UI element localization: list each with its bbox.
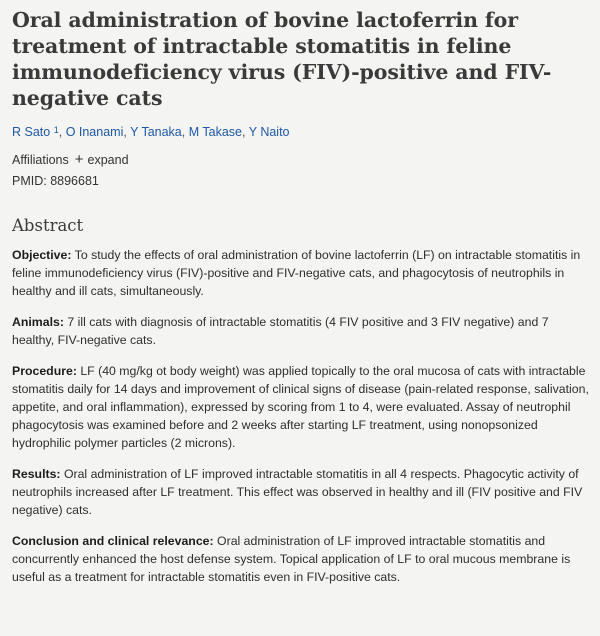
abstract-animals: [12, 313, 590, 349]
expand-label: expand: [87, 153, 129, 167]
abstract-results: [12, 465, 590, 520]
plus-icon: +: [74, 151, 84, 168]
author-link[interactable]: Y Tanaka: [130, 125, 182, 139]
author-link[interactable]: Y Naito: [248, 125, 290, 139]
section-text: Oral administration of LF improved intractable stomatitis in all 4 respects. Phagocytic activity of neutrophils increased after LF treatment. This effect was observed in healthy and ill (FIV positive and FIV negative) cats.: [12, 466, 583, 518]
abstract-objective: [12, 246, 590, 301]
section-label: Procedure:: [12, 363, 77, 378]
affiliation-ref[interactable]: 1: [53, 125, 59, 135]
section-text: Oral administration of LF improved intractable stomatitis and concurrently enhanced the host defense system. Topical application of LF to oral mucous membrane is useful as a treatment for intractable stomatitis even in FIV-positive cats.: [12, 533, 571, 585]
section-text: LF (40 mg/kg ot body weight) was applied topically to the oral mucosa of cats with intractable stomatitis daily for 14 days and improvement of clinical signs of disease (pain-related response, salivation, appetite, and oral inflammation), expressed by scoring from 1 to 4, were evaluated. Assay of neutrophil phagocytosis was examined before and 2 weeks after starting LF treatment, using nonopsonized hydrophilic polymer particles (2 microns).: [12, 363, 589, 451]
author-list: R Sato $^1$, O Inanami, Y Tanaka, M Takase, Y Naito: [12, 125, 290, 139]
section-label: Conclusion and clinical relevance:: [12, 533, 214, 548]
section-label: Animals:: [12, 314, 64, 329]
section-label: Objective:: [12, 248, 72, 262]
affiliations-toggle[interactable]: [12, 152, 590, 168]
author-link[interactable]: R Sato: [12, 125, 51, 139]
section-text: 7 ill cats with diagnosis of intractable stomatitis (4 FIV positive and 3 FIV negative) and 7 healthy, FIV-negative cats.: [12, 314, 549, 348]
abstract-conclusion: [12, 532, 590, 587]
section-label: Results:: [12, 466, 61, 481]
abstract-heading: Abstract: [12, 216, 84, 235]
affiliations-label: Affiliations: [12, 153, 69, 167]
section-text: To study the effects of oral administration of bovine lactoferrin (LF) on intractable stomatitis in feline immunodeficiency virus (FIV)-positive and FIV-negative cats, and phagocytosis of neutrophils in healthy and ill cats, simultaneously.: [12, 248, 581, 299]
pmid: PMID: 8896681: [12, 174, 99, 188]
author-link[interactable]: O Inanami: [65, 125, 124, 139]
author-link[interactable]: M Takase: [188, 125, 242, 139]
abstract-procedure: [12, 362, 590, 453]
article-title: Oral administration of bovine lactoferrin for treatment of intractable stomatitis in feline immunodeficiency virus (FIV)-positive and FIV-negative cats: [12, 8, 552, 110]
